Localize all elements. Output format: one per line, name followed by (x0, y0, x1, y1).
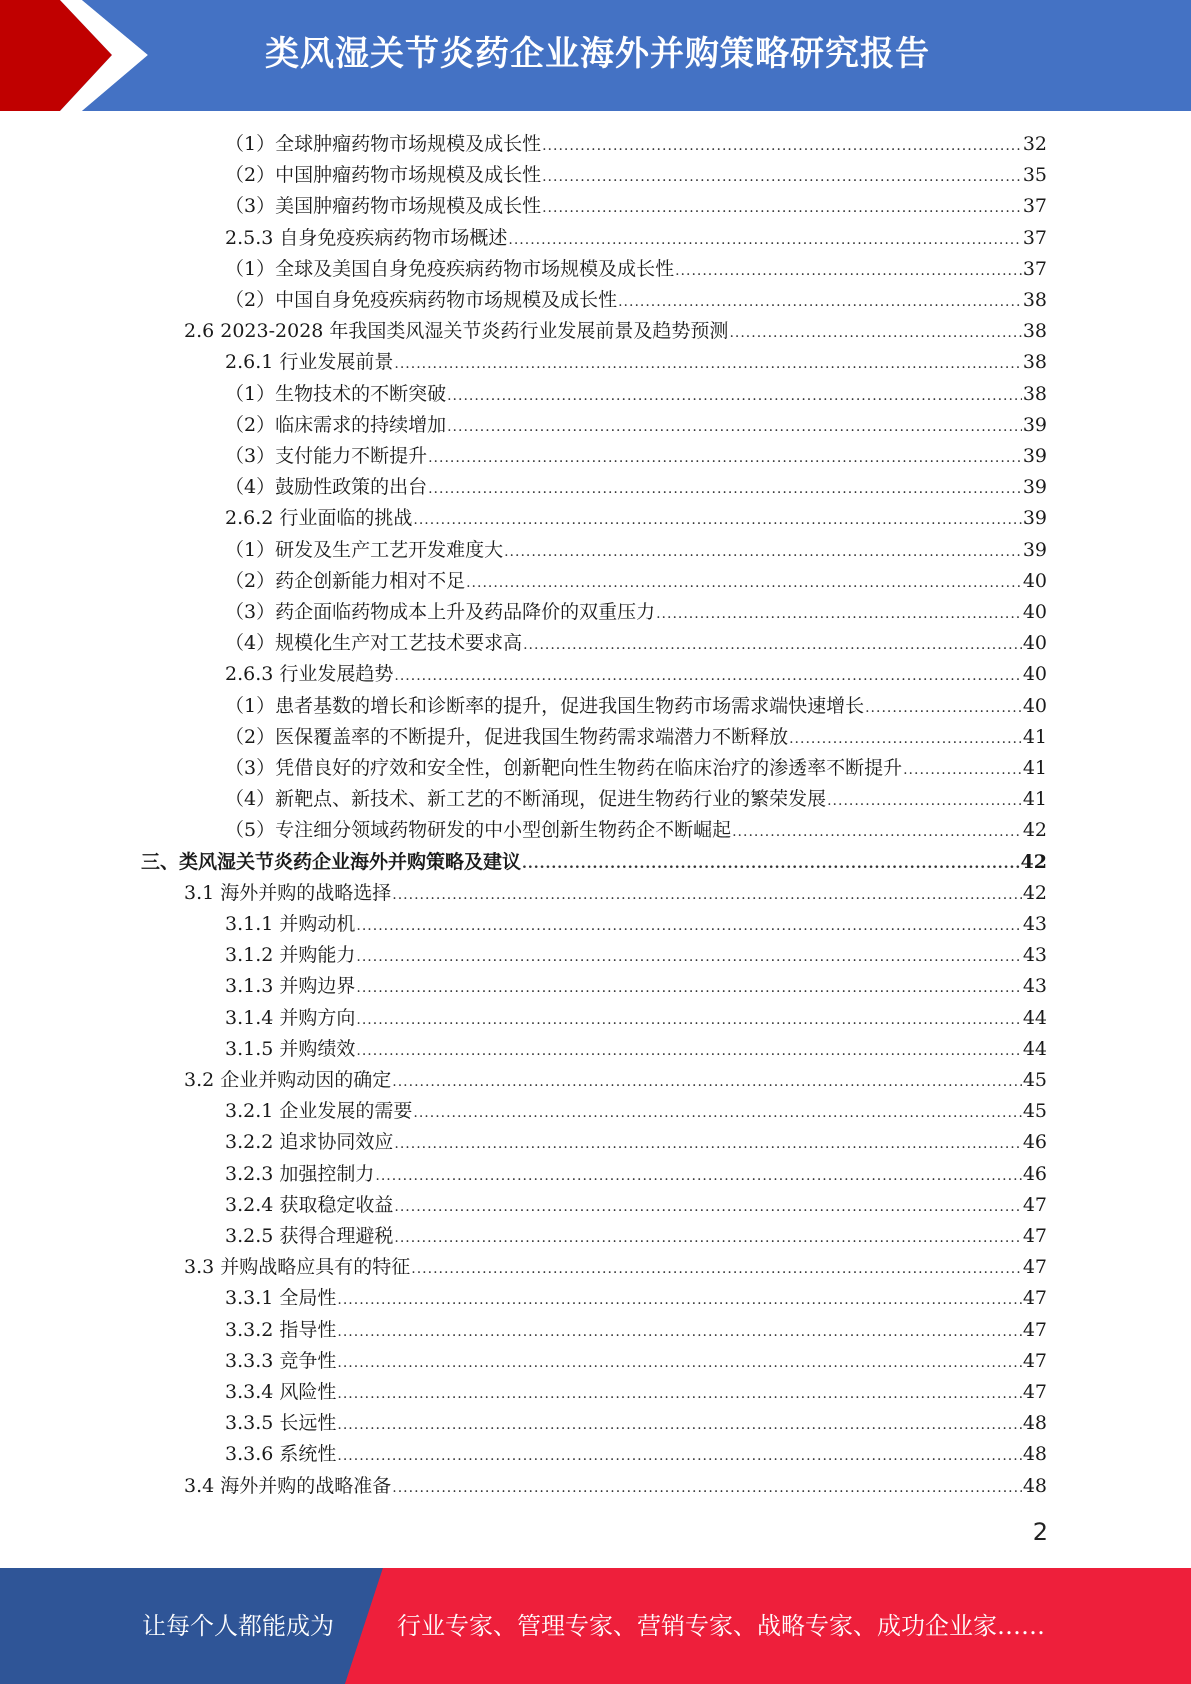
report-title: 类风湿关节炎药企业海外并购策略研究报告 (265, 34, 930, 74)
toc-entry-page: 39 (1022, 476, 1047, 499)
toc-leader-dots (542, 162, 1022, 193)
toc-entry[interactable] (0, 254, 1191, 285)
toc-entry[interactable] (0, 971, 1191, 1002)
toc-entry-label: （4）新靶点、新技术、新工艺的不断涌现，促进生物药行业的繁荣发展 (225, 788, 827, 811)
toc-leader-dots (413, 505, 1021, 536)
toc-entry-page: 37 (1022, 226, 1047, 249)
toc-entry[interactable] (0, 535, 1191, 566)
toc-leader-dots (675, 256, 1022, 287)
toc-entry[interactable] (0, 316, 1191, 347)
toc-leader-dots (447, 381, 1022, 412)
toc-leader-dots (618, 287, 1022, 318)
toc-entry-label: 3.1.1 并购动机 (225, 913, 356, 935)
toc-leader-dots (394, 661, 1021, 692)
toc-entry-page: 47 (1022, 1349, 1047, 1372)
toc-entry-label: （3）凭借良好的疗效和安全性，创新靶向性生物药在临床治疗的渗透率不断提升 (225, 757, 903, 779)
toc-leader-dots (903, 755, 1022, 786)
toc-entry-page: 39 (1022, 538, 1047, 561)
toc-entry-page: 39 (1022, 507, 1047, 530)
toc-entry-label: 3.4 海外并购的战略准备 (184, 1474, 392, 1497)
toc-leader-dots (729, 318, 1021, 349)
toc-entry[interactable] (0, 1252, 1191, 1283)
page-footer (0, 1568, 1191, 1684)
toc-entry[interactable] (0, 1315, 1191, 1346)
toc-entry-label: （2）中国自身免疫疾病药物市场规模及成长性 (225, 289, 618, 311)
toc-entry-label: 3.2.2 追求协同效应 (225, 1131, 394, 1154)
toc-entry-label: 2.6 2023-2028 年我国类风湿关节炎药行业发展前景及趋势预测 (184, 320, 729, 343)
toc-entry[interactable] (0, 503, 1191, 534)
toc-entry-page: 42 (1020, 850, 1047, 873)
toc-entry-page: 47 (1022, 1318, 1047, 1341)
toc-entry-label: 3.3.4 风险性 (225, 1381, 337, 1403)
toc-entry-label: 3.1.3 并购边界 (225, 975, 356, 998)
toc-entry-page: 47 (1022, 1287, 1047, 1310)
toc-entry-label: 2.6.1 行业发展前景 (225, 351, 394, 374)
toc-leader-dots (337, 1410, 1021, 1441)
toc-entry[interactable] (0, 1096, 1191, 1127)
toc-entry-page: 43 (1022, 944, 1047, 967)
page-header (0, 0, 1191, 111)
toc-leader-dots (337, 1317, 1021, 1348)
toc-entry[interactable] (0, 815, 1191, 846)
toc-entry[interactable] (0, 379, 1191, 410)
toc-leader-dots (827, 786, 1022, 817)
toc-leader-dots (523, 630, 1022, 661)
toc-entry[interactable] (0, 441, 1191, 472)
toc-leader-dots (789, 724, 1022, 755)
toc-entry-page: 35 (1022, 164, 1047, 187)
toc-entry[interactable] (0, 410, 1191, 441)
toc-entry[interactable] (0, 1159, 1191, 1190)
toc-entry[interactable] (0, 129, 1191, 160)
toc-entry[interactable] (0, 566, 1191, 597)
toc-entry-label: 3.3.5 长远性 (225, 1412, 337, 1435)
toc-entry-label: 2.6.3 行业发展趋势 (225, 663, 394, 686)
toc-leader-dots (522, 849, 1020, 880)
toc-entry[interactable] (0, 191, 1191, 222)
toc-leader-dots (865, 693, 1022, 724)
toc-entry[interactable] (0, 285, 1191, 316)
toc-leader-dots (392, 880, 1022, 911)
toc-entry-page: 38 (1022, 289, 1047, 311)
toc-entry-label: 3.2.1 企业发展的需要 (225, 1100, 413, 1123)
toc-entry[interactable] (0, 878, 1191, 909)
toc-leader-dots (428, 474, 1022, 505)
toc-entry-label: （5）专注细分领域药物研发的中小型创新生物药企不断崛起 (225, 819, 732, 842)
toc-entry-label: 三、类风湿关节炎药企业海外并购策略及建议 (141, 850, 522, 873)
toc-entry-page: 48 (1022, 1474, 1047, 1497)
toc-entry[interactable] (0, 1034, 1191, 1065)
toc-entry[interactable] (0, 347, 1191, 378)
toc-entry-page: 48 (1022, 1443, 1047, 1466)
toc-entry-page: 43 (1022, 975, 1047, 998)
toc-entry-label: （1）患者基数的增长和诊断率的提升，促进我国生物药市场需求端快速增长 (225, 694, 865, 717)
toc-entry[interactable] (0, 691, 1191, 722)
toc-entry[interactable] (0, 1346, 1191, 1377)
toc-entry-label: （3）支付能力不断提升 (225, 445, 428, 467)
toc-leader-dots (732, 817, 1022, 848)
toc-entry-page: 42 (1022, 881, 1047, 904)
toc-entry-page: 38 (1022, 382, 1047, 405)
toc-entry-label: （1）研发及生产工艺开发难度大 (225, 538, 504, 561)
toc-entry[interactable] (0, 1003, 1191, 1034)
toc-entry-page: 38 (1022, 320, 1047, 343)
toc-entry-label: （1）全球肿瘤药物市场规模及成长性 (225, 133, 542, 155)
toc-entry-page: 47 (1022, 1381, 1047, 1403)
toc-entry[interactable] (0, 1283, 1191, 1314)
toc-entry-page: 41 (1022, 725, 1047, 748)
toc-leader-dots (542, 193, 1022, 224)
toc-entry[interactable] (0, 847, 1191, 878)
toc-entry-page: 46 (1022, 1131, 1047, 1154)
toc-entry-page: 40 (1022, 694, 1047, 717)
toc-leader-dots (428, 443, 1022, 474)
toc-entry-label: （2）中国肿瘤药物市场规模及成长性 (225, 164, 542, 187)
toc-entry-label: 3.3 并购战略应具有的特征 (184, 1256, 411, 1279)
toc-entry-label: 3.2.3 加强控制力 (225, 1162, 375, 1185)
toc-entry[interactable] (0, 472, 1191, 503)
toc-entry-page: 37 (1022, 257, 1047, 280)
toc-entry-label: 2.6.2 行业面临的挑战 (225, 507, 413, 530)
toc-entry[interactable] (0, 1065, 1191, 1096)
toc-entry-page: 40 (1022, 601, 1047, 623)
toc-leader-dots (394, 1223, 1021, 1254)
toc-entry-page: 42 (1022, 819, 1047, 842)
footer-slogan-right: 行业专家、管理专家、营销专家、战略专家、成功企业家…… (397, 1612, 1045, 1640)
toc-entry-label: 3.3.2 指导性 (225, 1318, 337, 1341)
toc-leader-dots (356, 1005, 1021, 1036)
toc-entry-page: 40 (1022, 569, 1047, 592)
toc-entry-page: 39 (1022, 445, 1047, 467)
toc-entry-label: 3.3.1 全局性 (225, 1287, 337, 1310)
toc-entry-label: 3.1.5 并购绩效 (225, 1037, 356, 1060)
toc-leader-dots (542, 131, 1022, 162)
toc-leader-dots (337, 1441, 1021, 1472)
toc-leader-dots (447, 412, 1022, 443)
toc-leader-dots (337, 1285, 1021, 1316)
toc-entry[interactable] (0, 784, 1191, 815)
toc-entry[interactable] (0, 940, 1191, 971)
toc-leader-dots (656, 599, 1022, 630)
toc-entry-label: （3）美国肿瘤药物市场规模及成长性 (225, 195, 542, 218)
toc-entry-label: 3.3.6 系统性 (225, 1443, 337, 1466)
toc-leader-dots (337, 1348, 1021, 1379)
toc-entry-page: 43 (1022, 913, 1047, 935)
toc-entry-page: 40 (1022, 632, 1047, 655)
toc-entry-label: （1）生物技术的不断突破 (225, 382, 447, 405)
toc-entry-page: 39 (1022, 413, 1047, 436)
toc-entry-page: 40 (1022, 663, 1047, 686)
toc-entry[interactable] (0, 223, 1191, 254)
toc-leader-dots (411, 1254, 1022, 1285)
toc-leader-dots (508, 225, 1021, 256)
toc-entry[interactable] (0, 659, 1191, 690)
toc-entry-page: 41 (1022, 788, 1047, 811)
toc-entry-label: （2）临床需求的持续增加 (225, 413, 447, 436)
toc-leader-dots (392, 1473, 1022, 1504)
toc-leader-dots (504, 537, 1022, 568)
toc-entry-page: 38 (1022, 351, 1047, 374)
toc-leader-dots (394, 1192, 1021, 1223)
toc-entry[interactable] (0, 1408, 1191, 1439)
toc-entry[interactable] (0, 1127, 1191, 1158)
toc-entry-page: 48 (1022, 1412, 1047, 1435)
toc-entry-label: 3.2.5 获得合理避税 (225, 1225, 394, 1247)
toc-leader-dots (392, 1067, 1022, 1098)
toc-entry-page: 47 (1022, 1225, 1047, 1247)
toc-entry-label: 3.1.2 并购能力 (225, 944, 356, 967)
toc-entry-label: 3.1.4 并购方向 (225, 1006, 356, 1029)
toc-leader-dots (413, 1098, 1021, 1129)
toc-entry-page: 47 (1022, 1256, 1047, 1279)
toc-leader-dots (337, 1379, 1021, 1410)
toc-entry-page: 47 (1022, 1193, 1047, 1216)
toc-entry-page: 37 (1022, 195, 1047, 218)
toc-entry-page: 32 (1022, 133, 1047, 155)
toc-entry[interactable] (0, 628, 1191, 659)
toc-entry[interactable] (0, 909, 1191, 940)
toc-entry-label: 3.1 海外并购的战略选择 (184, 881, 392, 904)
toc-entry-label: 3.2.4 获取稳定收益 (225, 1193, 394, 1216)
toc-entry[interactable] (0, 722, 1191, 753)
toc-entry[interactable] (0, 160, 1191, 191)
toc-entry[interactable] (0, 1471, 1191, 1502)
toc-leader-dots (356, 973, 1021, 1004)
toc-entry[interactable] (0, 597, 1191, 628)
toc-leader-dots (356, 942, 1021, 973)
toc-entry[interactable] (0, 753, 1191, 784)
toc-entry-page: 44 (1022, 1006, 1047, 1029)
toc-leader-dots (375, 1161, 1021, 1192)
toc-entry-page: 45 (1022, 1069, 1047, 1091)
page-number: 2 (1032, 1518, 1048, 1546)
toc-entry-label: 3.3.3 竞争性 (225, 1349, 337, 1372)
toc-entry-label: （2）药企创新能力相对不足 (225, 569, 466, 592)
toc-leader-dots (394, 349, 1021, 380)
toc-entry-label: （2）医保覆盖率的不断提升，促进我国生物药需求端潜力不断释放 (225, 725, 789, 748)
toc-entry-label: （4）规模化生产对工艺技术要求高 (225, 632, 523, 655)
toc-entry-page: 41 (1022, 757, 1047, 779)
toc-entry-label: 2.5.3 自身免疫疾病药物市场概述 (225, 226, 508, 249)
toc-entry-page: 45 (1022, 1100, 1047, 1123)
toc-leader-dots (394, 1129, 1021, 1160)
toc-entry-label: （4）鼓励性政策的出台 (225, 476, 428, 499)
toc-entry[interactable] (0, 1439, 1191, 1470)
toc-entry[interactable] (0, 1190, 1191, 1221)
toc-entry-page: 46 (1022, 1162, 1047, 1185)
footer-slogan-left: 让每个人都能成为 (142, 1612, 334, 1640)
toc-entry[interactable] (0, 1377, 1191, 1408)
toc-leader-dots (356, 911, 1021, 942)
toc-leader-dots (356, 1036, 1021, 1067)
toc-entry-label: 3.2 企业并购动因的确定 (184, 1069, 392, 1091)
toc-leader-dots (466, 568, 1022, 599)
toc-entry-label: （3）药企面临药物成本上升及药品降价的双重压力 (225, 601, 656, 623)
toc-entry[interactable] (0, 1221, 1191, 1252)
toc-entry-label: （1）全球及美国自身免疫疾病药物市场规模及成长性 (225, 257, 675, 280)
toc-entry-page: 44 (1022, 1037, 1047, 1060)
